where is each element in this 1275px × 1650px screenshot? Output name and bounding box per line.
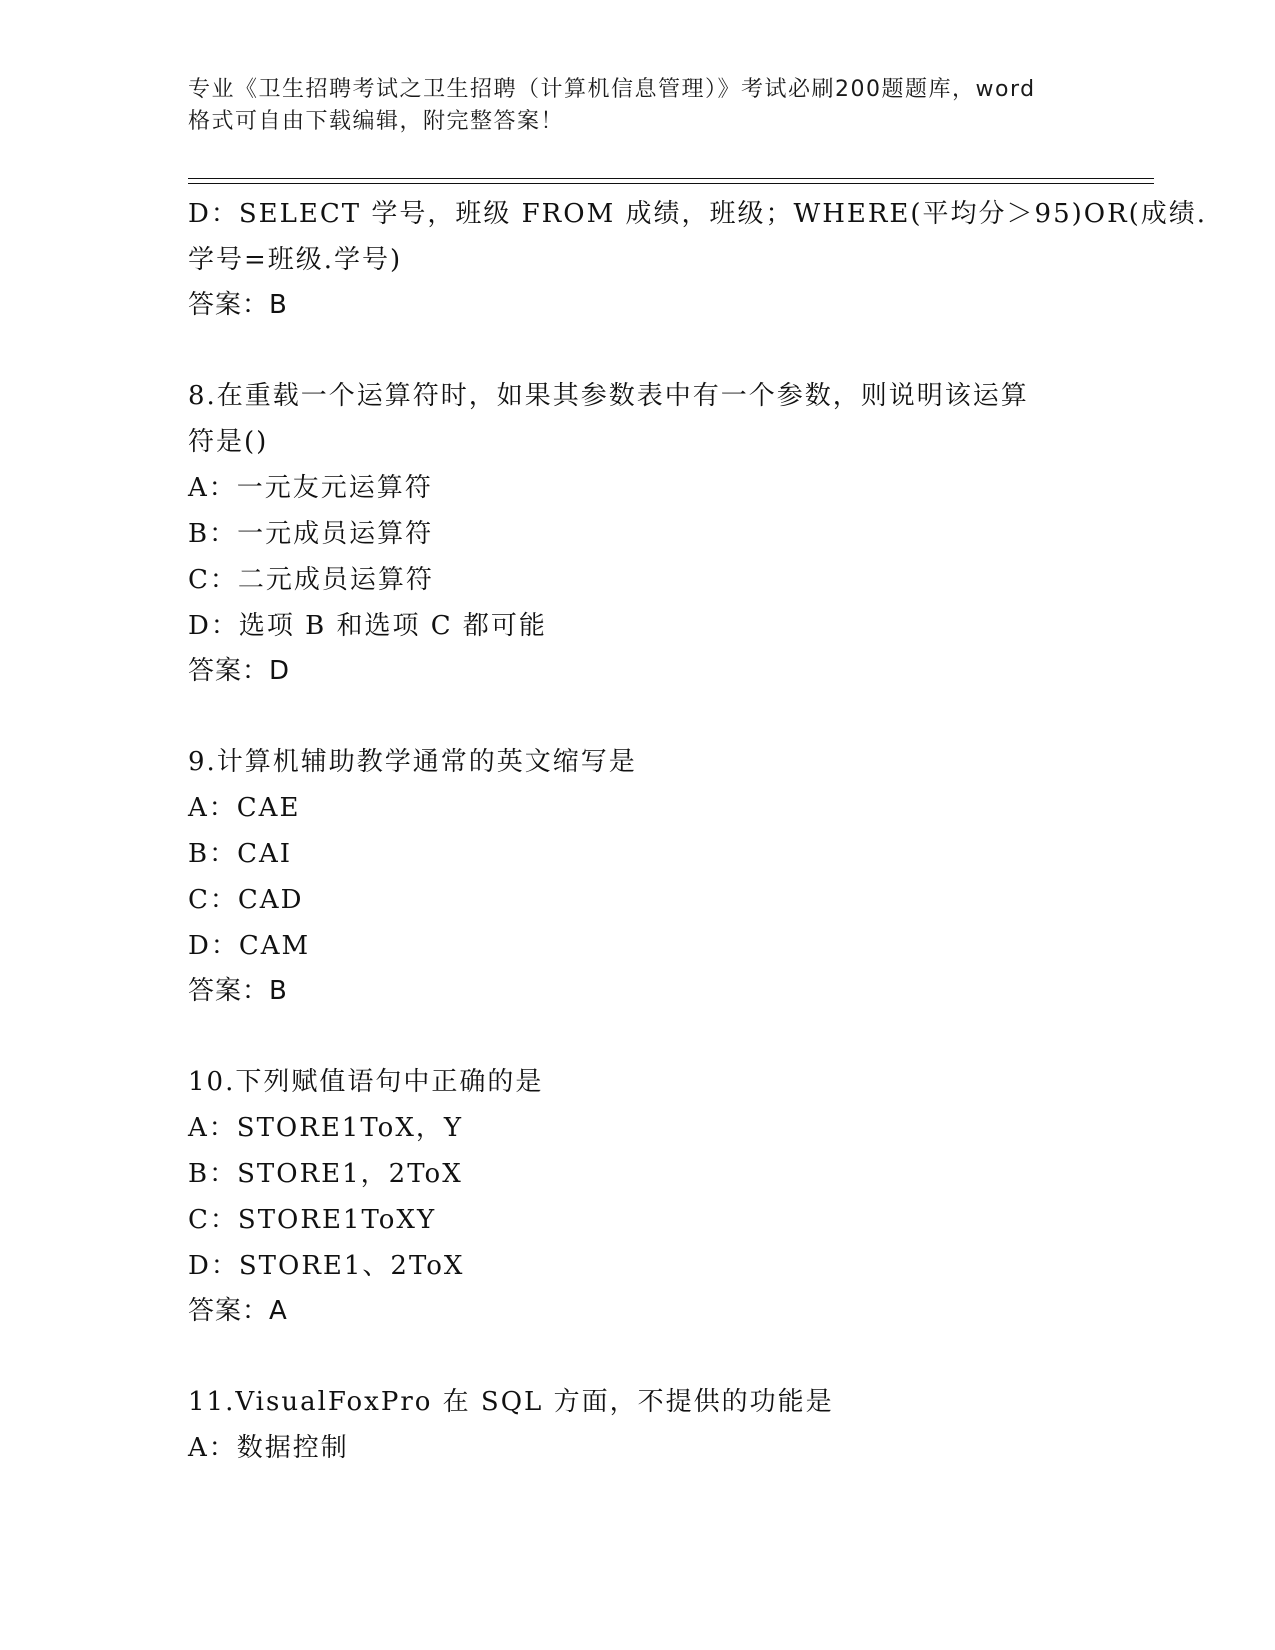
header-divider-bottom xyxy=(188,183,1154,184)
question-stem: 9.计算机辅助教学通常的英文缩写是 xyxy=(188,747,637,777)
option-d: D：选项 B 和选项 C 都可能 xyxy=(188,611,547,641)
document-header xyxy=(188,74,1088,138)
option-c: C：STORE1ToXY xyxy=(188,1205,437,1235)
question-stem: 10.下列赋值语句中正确的是 xyxy=(188,1067,544,1097)
question-stem: 11.VisualFoxPro 在 SQL 方面，不提供的功能是 xyxy=(188,1387,834,1417)
question-11 xyxy=(188,1379,1088,1471)
option-d-continued: 学号=班级.学号) xyxy=(188,245,403,275)
option-a: A：CAE xyxy=(188,793,301,823)
question-7-continued xyxy=(188,191,1208,327)
spacer xyxy=(188,1333,1088,1379)
answer: 答案：A xyxy=(188,1296,288,1326)
spacer xyxy=(188,693,1088,739)
option-c: C：CAD xyxy=(188,885,304,915)
question-list xyxy=(188,191,1208,1471)
option-d: D：STORE1、2ToX xyxy=(188,1251,465,1281)
question-stem-continued: 符是() xyxy=(188,427,269,457)
option-c: C：二元成员运算符 xyxy=(188,565,434,595)
spacer xyxy=(188,1013,1088,1059)
option-d: D：SELECT 学号，班级 FROM 成绩，班级；WHERE(平均分＞95)OR(成绩. xyxy=(188,199,1208,229)
option-d: D：CAM xyxy=(188,931,311,961)
option-b: B：一元成员运算符 xyxy=(188,519,434,549)
option-a: A：STORE1ToX，Y xyxy=(188,1113,463,1143)
header-divider-top xyxy=(188,178,1154,179)
question-10 xyxy=(188,1059,1088,1333)
question-9 xyxy=(188,739,1088,1013)
option-b: B：STORE1，2ToX xyxy=(188,1159,463,1189)
answer: 答案：B xyxy=(188,290,288,320)
question-stem: 8.在重载一个运算符时，如果其参数表中有一个参数，则说明该运算 xyxy=(188,381,1029,411)
question-8 xyxy=(188,373,1088,693)
answer: 答案：D xyxy=(188,656,291,686)
header-line-2: 格式可自由下载编辑，附完整答案！ xyxy=(188,109,565,134)
option-a: A：一元友元运算符 xyxy=(188,473,433,503)
option-b: B：CAI xyxy=(188,839,293,869)
header-line-1: 专业《卫生招聘考试之卫生招聘（计算机信息管理）》考试必刷200题题库，word xyxy=(188,77,1036,102)
option-a: A：数据控制 xyxy=(188,1433,349,1463)
spacer xyxy=(188,327,1088,373)
answer: 答案：B xyxy=(188,976,288,1006)
